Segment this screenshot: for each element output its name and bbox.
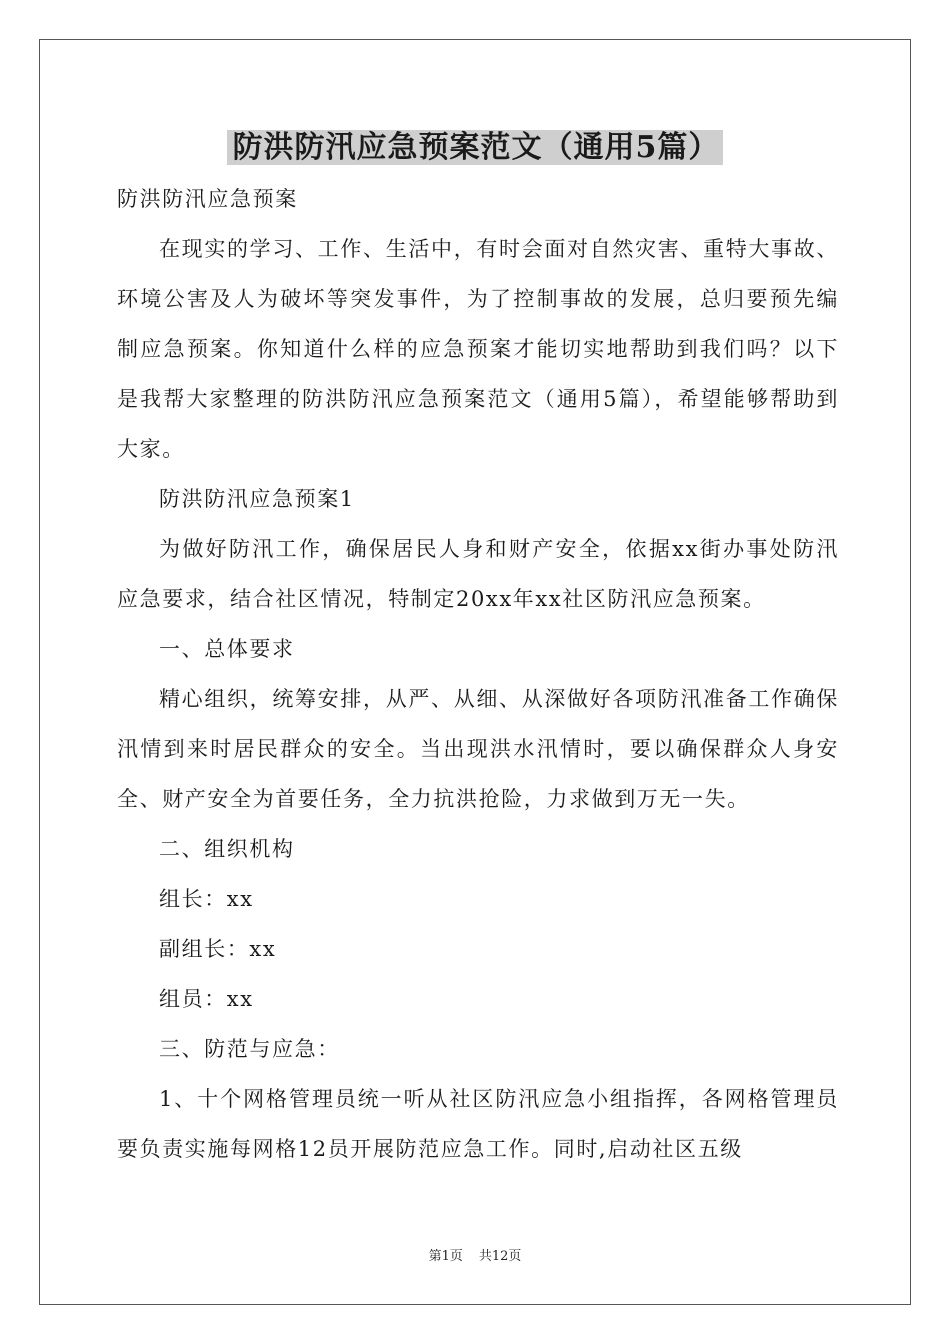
paragraph: 一、总体要求 — [159, 637, 295, 661]
paragraph: 组员：xx — [159, 987, 254, 1011]
paragraph: 防洪防汛应急预案1 — [159, 487, 355, 511]
page-number: 第1页 — [428, 1249, 463, 1264]
document-body — [117, 174, 839, 1174]
paragraph: 组长：xx — [159, 887, 254, 911]
paragraph: 防洪防汛应急预案 — [117, 187, 298, 211]
page-footer — [0, 1248, 950, 1266]
paragraph: 二、组织机构 — [159, 837, 295, 861]
paragraph: 为做好防汛工作，确保居民人身和财产安全，依据xx街办事处防汛应急要求，结合社区情况，特制定20xx年xx社区防汛应急预案。 — [117, 537, 839, 611]
paragraph: 精心组织，统筹安排，从严、从细、从深做好各项防汛准备工作确保汛情到来时居民群众的安全。当出现洪水汛情时，要以确保群众人身安全、财产安全为首要任务，全力抗洪抢险，力求做到万无一失。 — [117, 687, 839, 811]
paragraph: 三、防范与应急： — [159, 1037, 340, 1061]
document-title — [0, 126, 950, 170]
paragraph: 在现实的学习、工作、生活中，有时会面对自然灾害、重特大事故、环境公害及人为破坏等突发事件，为了控制事故的发展，总归要预先编制应急预案。你知道什么样的应急预案才能切实地帮助到我们吗？以下是我帮大家整理的防洪防汛应急预案范文（通用5篇），希望能够帮助到大家。 — [117, 237, 839, 461]
paragraph: 副组长：xx — [159, 937, 277, 961]
paragraph: 1、十个网格管理员统一听从社区防汛应急小组指挥，各网格管理员要负责实施每网格12员开展防范应急工作。同时,启动社区五级 — [117, 1087, 839, 1161]
page-total: 共12页 — [478, 1249, 522, 1264]
document-title-text: 防洪防汛应急预案范文（通用5篇） — [227, 130, 724, 165]
